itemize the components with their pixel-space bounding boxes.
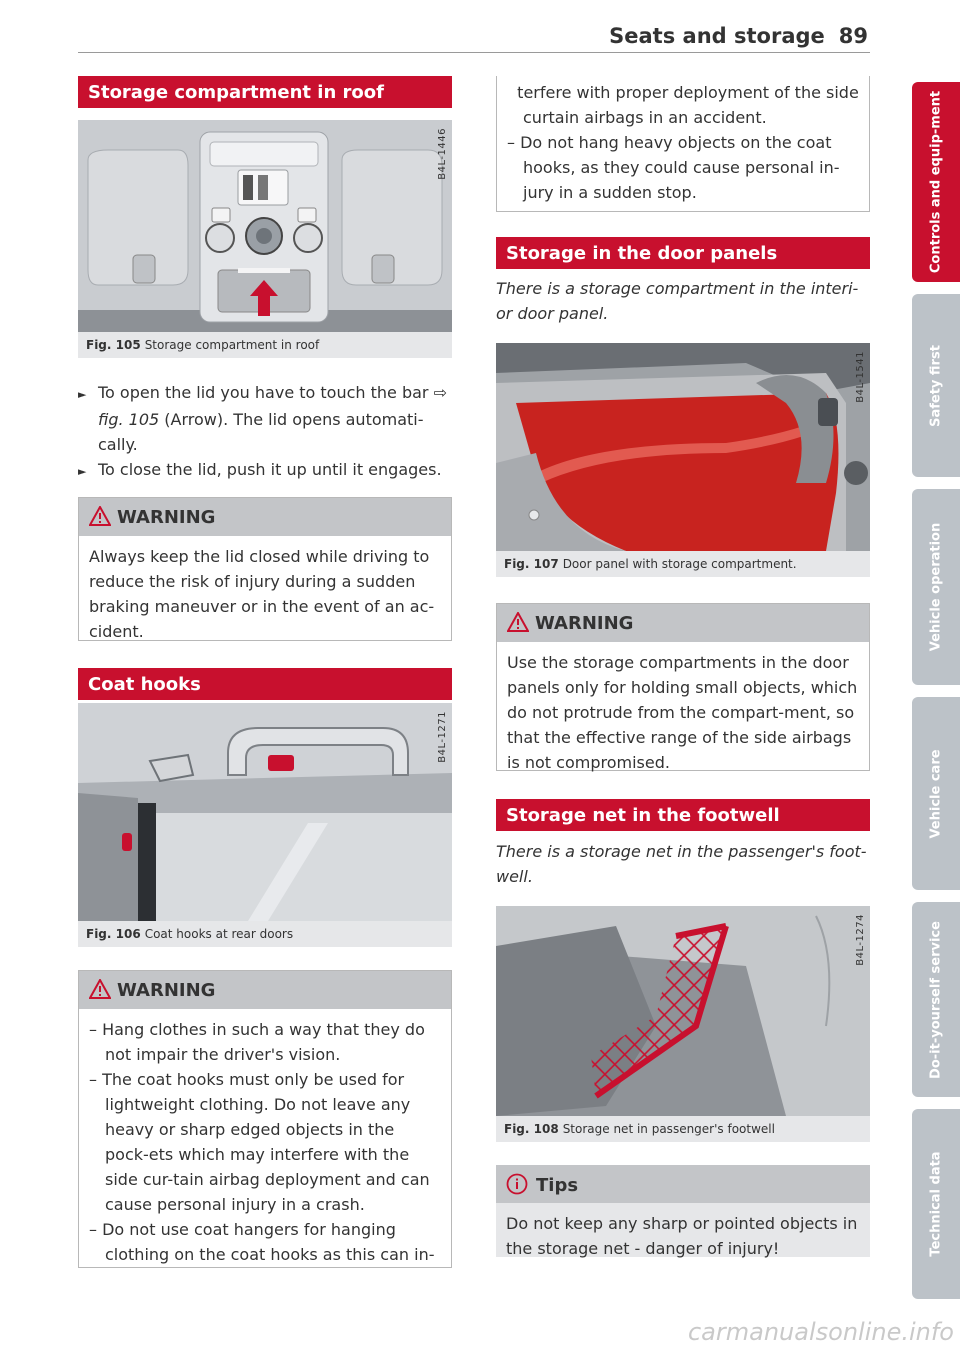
- figure-caption-text: Coat hooks at rear doors: [144, 927, 294, 941]
- warning-title: WARNING: [117, 980, 216, 1001]
- warning-header: [79, 498, 451, 536]
- warning-triangle-icon: [89, 506, 111, 526]
- tab-vehicle-operation[interactable]: Vehicle operation: [912, 489, 960, 685]
- roof-compartment-image: [78, 120, 452, 332]
- warning-list-item: – The coat hooks must only be used for lightweight clothing. Do not leave any heavy or sharp edged objects in the pock-ets which may interfere with the side cur-tain airbag deployment and can cause personal injury in a crash.: [89, 1070, 430, 1214]
- figure-caption: [496, 1116, 870, 1142]
- warning-title: WARNING: [117, 507, 216, 528]
- warning-triangle-icon: [507, 612, 529, 632]
- header-rule: [78, 52, 870, 53]
- tips-header: [496, 1165, 870, 1203]
- tips-title: Tips: [536, 1175, 579, 1196]
- figure-code: B4L-1446: [437, 128, 448, 180]
- bullet-arrow-icon: ►: [78, 465, 87, 478]
- info-icon: [506, 1173, 528, 1195]
- warning-list-continued: [497, 76, 869, 205]
- tab-technical-data[interactable]: Technical data: [912, 1109, 960, 1299]
- coat-hooks-illustration: [78, 703, 452, 921]
- warning-box-coat-hooks-continued: [496, 76, 870, 212]
- door-panel-image: [496, 343, 870, 551]
- warning-list-item-continued: terfere with proper deployment of the side curtain airbags in an accident.: [517, 83, 859, 127]
- figure-number: Fig. 107: [504, 557, 559, 571]
- door-intro: There is a storage compartment in the interi-or door panel.: [496, 279, 859, 323]
- warning-header: [497, 604, 869, 642]
- warning-list-item: – Do not hang heavy objects on the coat hooks, as they could cause personal in-jury in a sudden stop.: [507, 133, 840, 202]
- roof-instructions: [78, 380, 452, 484]
- warning-triangle-icon: [89, 979, 111, 999]
- footwell-net-image: [496, 906, 870, 1116]
- figure-number: Fig. 108: [504, 1122, 559, 1136]
- figure-caption: [78, 332, 452, 358]
- roof-console-illustration: [78, 120, 452, 332]
- warning-header: [79, 971, 451, 1009]
- bullet-arrow-icon: ►: [78, 388, 87, 401]
- warning-list-item: – Hang clothes in such a way that they do not impair the driver's vision.: [89, 1020, 425, 1064]
- figure-number: Fig. 105: [86, 338, 141, 352]
- warning-box-door-panels: [496, 603, 870, 771]
- site-watermark: carmanualsonline.info: [687, 1318, 954, 1346]
- figure-code: B4L-1271: [437, 711, 448, 763]
- warning-list-item: – Do not use coat hangers for hanging clothing on the coat hooks as this can in-: [89, 1220, 435, 1264]
- figure-reference-link[interactable]: ⇨ fig. 105: [98, 383, 448, 429]
- figure-number: Fig. 106: [86, 927, 141, 941]
- section-heading-footwell-net: Storage net in the footwell: [496, 799, 870, 831]
- tips-box: [496, 1165, 870, 1257]
- warning-box-roof: [78, 497, 452, 641]
- warning-list: [79, 1009, 451, 1267]
- warning-text: Use the storage compartments in the door panels only for holding small objects, which do not protrude from the compart-ment, so that the effective range of the side airbags is not compromised.: [507, 653, 858, 772]
- door-panel-illustration: [496, 343, 870, 551]
- warning-title: WARNING: [535, 613, 634, 634]
- figure-code: B4L-1541: [855, 351, 866, 403]
- tab-safety-first[interactable]: Safety first: [912, 294, 960, 477]
- section-heading-door-panels: Storage in the door panels: [496, 237, 870, 269]
- section-title: Seats and storage: [609, 24, 825, 48]
- tab-controls-and-equipment[interactable]: Controls and equip-ment: [912, 82, 960, 282]
- figure-caption: [78, 921, 452, 947]
- footwell-net-illustration: [496, 906, 870, 1116]
- running-header: [600, 24, 868, 48]
- tab-vehicle-care[interactable]: Vehicle care: [912, 697, 960, 890]
- tips-text: Do not keep any sharp or pointed objects in the storage net - danger of injury!: [506, 1214, 858, 1258]
- figure-caption: [496, 551, 870, 577]
- section-heading-roof: Storage compartment in roof: [78, 76, 452, 108]
- figure-code: B4L-1274: [855, 914, 866, 966]
- page-number: 89: [838, 24, 868, 48]
- figure-caption-text: Storage compartment in roof: [144, 338, 320, 352]
- warning-box-coat-hooks: [78, 970, 452, 1268]
- tab-do-it-yourself-service[interactable]: Do-it-yourself service: [912, 902, 960, 1097]
- instruction-step: ► To close the lid, push it up until it engages.: [78, 457, 452, 484]
- warning-text: Always keep the lid closed while driving to reduce the risk of injury during a sudden braking maneuver or in the event of an ac-cident.: [89, 547, 435, 641]
- section-heading-coat-hooks: Coat hooks: [78, 668, 452, 700]
- footwell-intro: There is a storage net in the passenger's foot-well.: [496, 842, 867, 886]
- coat-hooks-image: [78, 703, 452, 921]
- instruction-step: ► To open the lid you have to touch the bar ⇨ fig. 105 (Arrow). The lid opens automati-cally.: [78, 383, 448, 454]
- figure-caption-text: Door panel with storage compartment.: [562, 557, 797, 571]
- figure-caption-text: Storage net in passenger's footwell: [562, 1122, 775, 1136]
